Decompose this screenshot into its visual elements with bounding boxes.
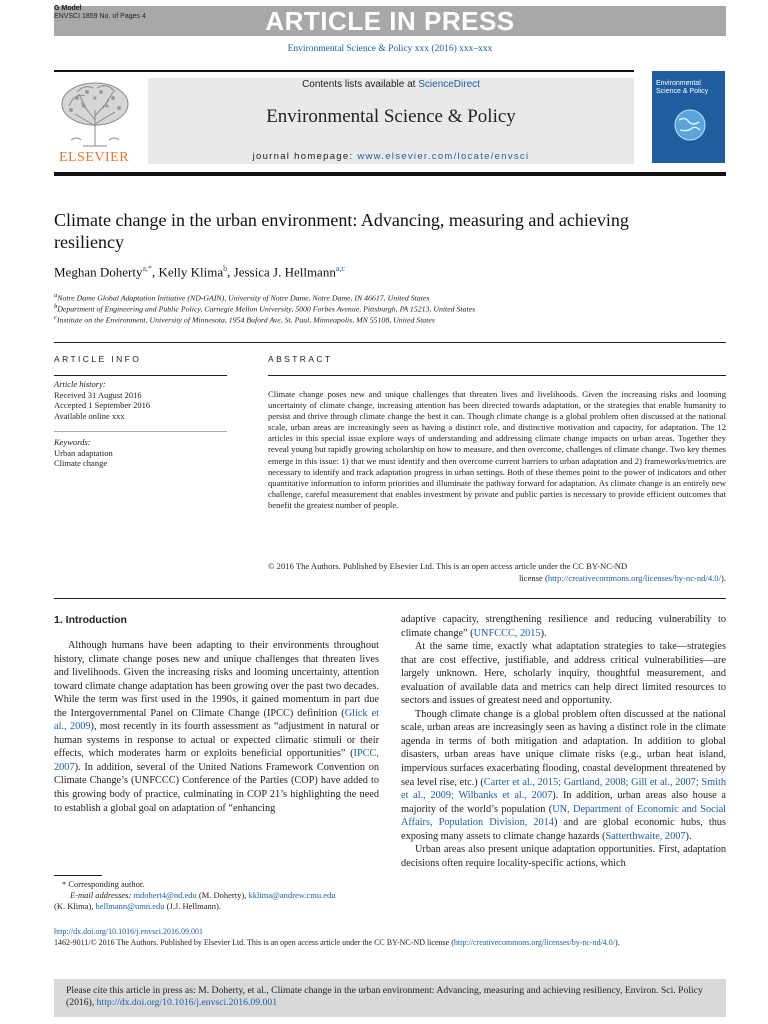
body-text: ). <box>540 627 547 639</box>
abstract-text: Climate change poses new and unique challenges that threaten lives and livelihoods. Given the increasing risks and looming uncertainty of climate change, increasing attention has been directed towards adaptation, or the strategies that enable humanity to persist and thrive through climate change the best it can. Though climate change is a global problem often discussed at the national scale, urban areas are increasingly seen as having a distinct role, and distinctive motivation and capacity, for adaptation. The 12 articles in this special issue explore ways of understanding and addressing climate change impacts on urban areas. Together they reveal young but rapidly growing scholarship on how to measure, and then overcome, challenges of climate change. Two key themes emerge in this issue: 1) that we must identify and then overcome current barriers to urban adaptation and 2) frameworks/metrics are necessary to identify and track adaptation progress in urban settings. Both of these themes point to the power of indicators and other quantitative information to inform priorities and illuminate the pathway forward for adaptation. As climate change is an entirely new challenge, careful measurement that enables investment by private and public parties is necessary to provide efficient outcomes that benefit the greatest number of people. <box>268 389 726 510</box>
footnote <box>54 879 384 912</box>
abstract-copyright <box>268 561 726 584</box>
cover-title: Environmental Science & Policy <box>656 80 709 95</box>
footnote-rule <box>54 875 102 876</box>
contents-prefix: Contents lists available at <box>302 79 419 90</box>
keywords-rule <box>54 431 227 432</box>
citation-link[interactable]: Satterthwaite, 2007 <box>605 830 686 842</box>
journal-homepage <box>148 151 634 162</box>
paragraph <box>401 613 726 640</box>
elsevier-wordmark: ELSEVIER <box>58 150 130 165</box>
g-model-label: G Model <box>54 5 82 12</box>
license-prefix: 1462-9011/© 2016 The Authors. Published by Elsevier Ltd. This is an open access article under the CC BY-NC-ND license ( <box>54 938 454 947</box>
author-affil-mark[interactable]: b <box>223 264 228 273</box>
header-bottom-rule <box>54 172 726 176</box>
article-history <box>54 379 227 421</box>
email-line-2 <box>54 901 384 912</box>
body-text: At the same time, exactly what adaptation strategies to take—strategies that are cost effective, justifiable, and address critical vulnerabilities—are largely unknown. Here, scholarly inquiry, thoughtful measurement, and evaluation of available data and metrics can help direct limited resources to sectors and issues of greatest need and opportunity. <box>401 641 726 707</box>
body-text: adaptive capacity, strengthening resilience and reducing vulnerability to climate change” ( <box>401 614 726 639</box>
email-link[interactable]: mdohert4@nd.edu <box>133 890 197 900</box>
available-online: Available online xxx <box>54 410 125 421</box>
author-name[interactable]: Jessica J. Hellmann <box>233 264 336 280</box>
copyright-line-1: © 2016 The Authors. Published by Elsevier Ltd. This is an open access article under the CC BY-NC-ND <box>268 561 628 571</box>
body-text: Although humans have been adapting to their environments throughout history, climate change poses new and unique challenges that threaten lives and livelihoods. Given the increasing risks and looming uncertainty, attention toward climate change adaptation has been growing over the past two decades. While the term was first used in the 1990s, it gained momentum in part due the Intergovernmental Panel on Climate Change (IPCC) definition ( <box>54 640 379 719</box>
body-left-column <box>54 639 379 815</box>
abstract-bottom-rule <box>54 598 726 599</box>
body-text: ), most recently in its fourth assessment as “adjustment in natural or human systems in response to actual or expected climatic stimuli or their effects, which moderates harm or exploits beneficial opportunities” ( <box>54 721 379 760</box>
article-info-heading: ARTICLE INFO <box>54 354 142 364</box>
citation-link[interactable]: UN, Department of Economic and Social Affairs, Population Division, 2014 <box>401 803 726 829</box>
copyright-suffix: ). <box>720 572 726 583</box>
keyword: Urban adaptation <box>54 447 113 458</box>
article-in-press-label: ARTICLE IN PRESS <box>265 6 515 36</box>
license-footer-line <box>54 937 734 948</box>
author-separator: , <box>227 264 234 280</box>
journal-title: Environmental Science & Policy <box>266 106 516 127</box>
keywords-label: Keywords: <box>54 437 91 447</box>
envsci-code: ENVSCI 1859 No. of Pages 4 <box>54 13 146 20</box>
info-rule <box>54 375 227 376</box>
author-name[interactable]: Kelly Klima <box>158 264 224 280</box>
affiliation <box>54 313 734 326</box>
abstract-rule <box>268 375 726 376</box>
history-label: Article history: <box>54 379 106 389</box>
contents-line <box>148 79 634 90</box>
paragraph <box>401 843 726 870</box>
affiliation-text: Department of Engineering and Public Policy, Carnegie Mellon University, 5000 Forbes Avenue, Pittsburgh, PA 15213, United States <box>57 304 476 314</box>
info-top-rule <box>54 342 726 343</box>
section-heading-introduction: 1. Introduction <box>54 614 127 626</box>
body-text: ) and are global economic hubs, thus exposing many assets to climate change hazards ( <box>401 817 726 842</box>
doi-link[interactable]: http://dx.doi.org/10.1016/j.envsci.2016.09.001 <box>54 927 203 936</box>
body-text: Though climate change is a global problem often discussed at the national scale, urban areas are increasingly seen as having a distinct role in the climate agenda in terms of both mitigation and adaptation. In addition to global disasters, urban areas have unique climate risks (e.g., urban heat island, impervious surfaces exacerbating flooding, coastal development threatened by sea level rise, etc.) ( <box>401 708 726 788</box>
author-separator: , <box>152 264 159 280</box>
keyword: Climate change <box>54 458 108 468</box>
homepage-link[interactable]: www.elsevier.com/locate/envsci <box>357 151 530 162</box>
body-text: ). <box>685 830 692 842</box>
body-text: ). In addition, several of the United Nations Framework Convention on Climate Change’s (UNFCCC) Conference of the Parties (COP) have added to this growing body of practice, culminating in COP 21’s highlighting the need to establish a global goal on adaptation of “enhancing <box>54 761 379 814</box>
corresponding-author: * Corresponding author. <box>62 879 145 889</box>
paragraph <box>401 708 726 843</box>
paragraph <box>401 640 726 708</box>
citation-link[interactable]: IPCC, 2007 <box>54 748 379 773</box>
email-line <box>54 890 384 901</box>
email-link[interactable]: kklima@andrew.cmu.edu <box>248 890 336 900</box>
doi-footer <box>54 926 734 948</box>
email-link[interactable]: hellmann@umn.edu <box>95 901 165 911</box>
affiliation-text: Institute on the Environment, University of Minnesota, 1954 Buford Ave, St. Paul, Minneapolis, MN 55108, United States <box>56 315 435 325</box>
body-right-column <box>401 613 726 870</box>
cite-text: Please cite this article in press as: M. Doherty, et al., Climate change in the urban environment: Advancing, measuring and achieving resiliency, Environ. Sci. Policy (2016), <box>66 985 703 1008</box>
citation-link[interactable]: UNFCCC, 2015 <box>473 627 541 639</box>
cite-this-article-text <box>66 985 716 1009</box>
email-label: E-mail addresses: <box>70 890 132 900</box>
body-text: Urban areas also present unique adaptation opportunities. First, adaptation decisions often require locality-specific actions, which <box>401 844 726 869</box>
license-footer-link[interactable]: http://creativecommons.org/licenses/by-nc-nd/4.0/ <box>453 938 616 947</box>
elsevier-tree-logo <box>57 80 133 150</box>
copyright-prefix: license ( <box>519 572 548 583</box>
body-text: ). In addition, urban areas also house a majority of the world’s population ( <box>401 790 726 815</box>
journal-citation[interactable]: Environmental Science & Policy xxx (2016) xxx–xxx <box>287 44 493 54</box>
license-link[interactable]: http://creativecommons.org/licenses/by-nc-nd/4.0/ <box>547 572 721 583</box>
affiliation-mark: a <box>54 292 58 299</box>
affiliation-mark: b <box>54 303 58 310</box>
keywords-block <box>54 437 227 469</box>
email-owner: (M. Doherty), <box>196 890 249 900</box>
affiliation-mark: c <box>54 314 57 321</box>
abstract-heading: ABSTRACT <box>268 354 333 364</box>
citation-link[interactable]: Glick et al., 2009 <box>54 707 379 733</box>
author-affil-mark[interactable]: a,c <box>335 264 345 273</box>
email-owner: (K. Klima), <box>54 901 96 911</box>
email-owner: (J.J. Hellmann). <box>164 901 221 911</box>
received-date: Received 31 August 2016 <box>54 389 142 400</box>
globe-icon <box>670 108 710 142</box>
citation-link[interactable]: Carter et al., 2015; Gartland, 2008; Gill et al., 2007; Smith et al., 2009; Wilbanks et al., 2007 <box>401 776 726 802</box>
header-top-rule <box>54 70 634 72</box>
homepage-prefix: journal homepage: <box>252 151 358 162</box>
author-affil-mark[interactable]: a,* <box>142 264 153 273</box>
article-title: Climate change in the urban environment: Advancing, measuring and achieving resiliency <box>54 210 629 252</box>
license-suffix: ). <box>615 938 620 947</box>
cite-doi-link[interactable]: http://dx.doi.org/10.1016/j.envsci.2016.09.001 <box>96 997 278 1008</box>
paragraph <box>54 639 379 815</box>
accepted-date: Accepted 1 September 2016 <box>54 400 151 410</box>
author-list <box>54 264 345 280</box>
sciencedirect-link[interactable]: ScienceDirect <box>418 79 480 90</box>
author-name[interactable]: Meghan Doherty <box>54 264 143 280</box>
copyright-line-2 <box>268 573 726 585</box>
affiliation-text: Notre Dame Global Adaptation Initiative (ND-GAIN), University of Notre Dame, Notre Dame, IN 46617, United States <box>57 293 430 303</box>
